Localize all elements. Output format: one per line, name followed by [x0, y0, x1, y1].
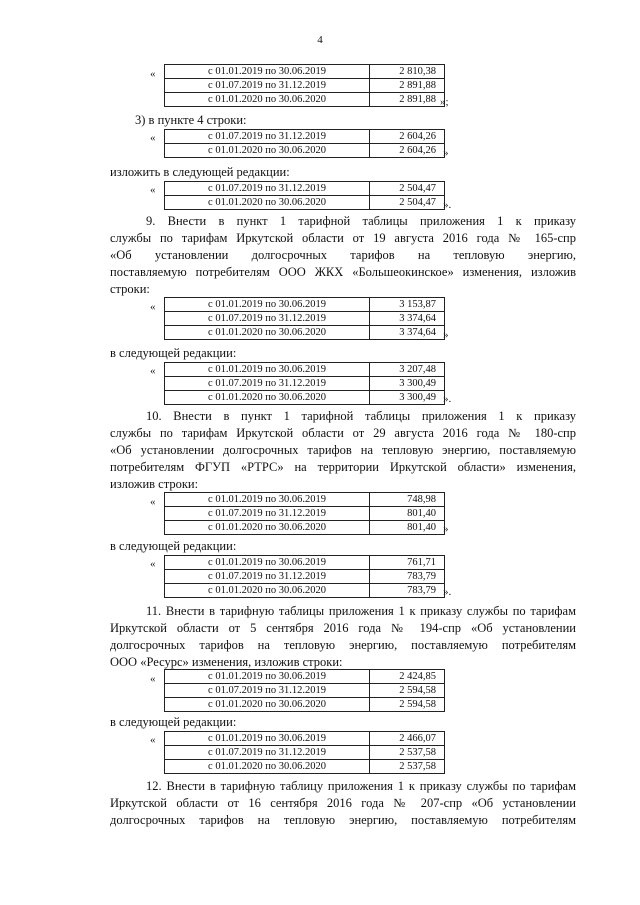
period-cell: с 01.01.2020 по 30.06.2020 [165, 144, 370, 158]
value-cell: 2 424,85 [370, 670, 445, 684]
value-cell: 2 594,58 [370, 698, 445, 712]
table-row [165, 698, 445, 712]
open-quote: « [150, 68, 156, 80]
period-cell: с 01.01.2020 по 30.06.2020 [165, 93, 370, 107]
table-row [165, 570, 445, 584]
table-row [165, 493, 445, 507]
paragraph-line: Иркутской области от 5 сентября 2016 года № 194-спр «Об установлении [110, 621, 576, 635]
table-row [165, 182, 445, 196]
paragraph-9 [110, 213, 576, 298]
value-cell: 3 374,64 [370, 326, 445, 340]
table-row [165, 746, 445, 760]
paragraph-line: поставляемую потребителям ООО ЖКХ «Большеокинское» изменения, изложив [110, 265, 576, 279]
period-cell: с 01.07.2019 по 31.12.2019 [165, 182, 370, 196]
period-cell: с 01.01.2019 по 30.06.2019 [165, 363, 370, 377]
restate-heading-4: в следующей редакции: [110, 715, 237, 729]
tariff-table-7 [164, 555, 445, 598]
tariff-table-3 [164, 181, 445, 210]
open-quote: « [150, 734, 156, 746]
value-cell: 3 300,49 [370, 377, 445, 391]
table-row [165, 144, 445, 158]
paragraph-line: ООО «Ресурс» изменения, изложив строки: [110, 655, 343, 669]
period-cell: с 01.01.2020 по 30.06.2020 [165, 521, 370, 535]
value-cell: 748,98 [370, 493, 445, 507]
close-quote: » [443, 523, 449, 535]
paragraph-line: службы по тарифам Иркутской области от 19 августа 2016 года № 165-спр [110, 231, 576, 245]
period-cell: с 01.07.2019 по 31.12.2019 [165, 570, 370, 584]
close-quote: » [443, 147, 449, 159]
value-cell: 2 537,58 [370, 760, 445, 774]
paragraph-line: изложив строки: [110, 477, 199, 491]
table-row [165, 584, 445, 598]
value-cell: 2 891,88 [370, 93, 445, 107]
value-cell: 3 207,48 [370, 363, 445, 377]
paragraph-line: 10. Внести в пункт 1 тарифной таблицы приложения 1 к приказу [146, 409, 576, 423]
paragraph-line: 9. Внести в пункт 1 тарифной таблицы приложения 1 к приказу [146, 214, 576, 228]
period-cell: с 01.01.2019 по 30.06.2019 [165, 732, 370, 746]
paragraph-line: 12. Внести в тарифную таблицу приложения 1 к приказу службы по тарифам [146, 779, 576, 793]
table-row [165, 377, 445, 391]
subpoint-3: 3) в пункте 4 строки: [135, 113, 247, 127]
value-cell: 783,79 [370, 584, 445, 598]
value-cell: 2 466,07 [370, 732, 445, 746]
value-cell: 3 374,64 [370, 312, 445, 326]
table-row [165, 732, 445, 746]
paragraph-line: 11. Внести в тарифную таблицы приложения 1 к приказу службы по тарифам [146, 604, 576, 618]
value-cell: 801,40 [370, 507, 445, 521]
period-cell: с 01.01.2019 по 30.06.2019 [165, 65, 370, 79]
table-row [165, 93, 445, 107]
period-cell: с 01.07.2019 по 31.12.2019 [165, 130, 370, 144]
value-cell: 2 537,58 [370, 746, 445, 760]
paragraph-line: потребителям ФГУП «РТРС» на территории Иркутской области» изменения, [110, 460, 576, 474]
page-number: 4 [317, 34, 323, 46]
value-cell: 801,40 [370, 521, 445, 535]
table-row [165, 670, 445, 684]
value-cell: 2 594,58 [370, 684, 445, 698]
period-cell: с 01.01.2020 по 30.06.2020 [165, 698, 370, 712]
tariff-table-2 [164, 129, 445, 158]
paragraph-line: долгосрочных тарифов на тепловую энергию, поставляемую потребителям [110, 813, 576, 827]
period-cell: с 01.07.2019 по 31.12.2019 [165, 312, 370, 326]
close-quote: ». [443, 199, 452, 211]
paragraph-11 [110, 603, 576, 671]
paragraph-12 [110, 778, 576, 829]
open-quote: « [150, 673, 156, 685]
restate-heading-1: изложить в следующей редакции: [110, 165, 290, 179]
period-cell: с 01.07.2019 по 31.12.2019 [165, 79, 370, 93]
open-quote: « [150, 558, 156, 570]
value-cell: 2 604,26 [370, 130, 445, 144]
period-cell: с 01.01.2020 по 30.06.2020 [165, 760, 370, 774]
paragraph-line: «Об установлении долгосрочных тарифов на тепловую энергию, [110, 248, 576, 262]
period-cell: с 01.01.2019 по 30.06.2019 [165, 298, 370, 312]
table-row [165, 363, 445, 377]
period-cell: с 01.01.2020 по 30.06.2020 [165, 326, 370, 340]
value-cell: 2 604,26 [370, 144, 445, 158]
tariff-table-6 [164, 492, 445, 535]
value-cell: 2 810,38 [370, 65, 445, 79]
period-cell: с 01.07.2019 по 31.12.2019 [165, 684, 370, 698]
value-cell: 2 504,47 [370, 182, 445, 196]
restate-heading-2: в следующей редакции: [110, 346, 237, 360]
table-row [165, 684, 445, 698]
table-row [165, 298, 445, 312]
value-cell: 3 153,87 [370, 298, 445, 312]
table-row [165, 312, 445, 326]
paragraph-line: долгосрочных тарифов на тепловую энергию, поставляемую потребителям [110, 638, 576, 652]
paragraph-line: строки: [110, 282, 150, 296]
paragraph-10 [110, 408, 576, 493]
open-quote: « [150, 132, 156, 144]
value-cell: 783,79 [370, 570, 445, 584]
period-cell: с 01.01.2019 по 30.06.2019 [165, 556, 370, 570]
value-cell: 2 891,88 [370, 79, 445, 93]
table-row [165, 556, 445, 570]
period-cell: с 01.01.2019 по 30.06.2019 [165, 493, 370, 507]
open-quote: « [150, 184, 156, 196]
tariff-table-5 [164, 362, 445, 405]
restate-heading-3: в следующей редакции: [110, 539, 237, 553]
paragraph-line: Иркутской области от 16 сентября 2016 года № 207-спр «Об установлении [110, 796, 576, 810]
close-quote: ». [443, 586, 452, 598]
period-cell: с 01.07.2019 по 31.12.2019 [165, 746, 370, 760]
open-quote: « [150, 496, 156, 508]
period-cell: с 01.07.2019 по 31.12.2019 [165, 377, 370, 391]
table-row [165, 521, 445, 535]
tariff-table-1 [164, 64, 445, 107]
paragraph-line: «Об установлении долгосрочных тарифов на тепловую энергию, поставляемую [110, 443, 576, 457]
open-quote: « [150, 301, 156, 313]
close-quote: ». [443, 393, 452, 405]
table-row [165, 507, 445, 521]
period-cell: с 01.01.2020 по 30.06.2020 [165, 584, 370, 598]
period-cell: с 01.07.2019 по 31.12.2019 [165, 507, 370, 521]
value-cell: 2 504,47 [370, 196, 445, 210]
paragraph-line: службы по тарифам Иркутской области от 29 августа 2016 года № 180-спр [110, 426, 576, 440]
close-quote: »; [440, 96, 449, 108]
table-row [165, 760, 445, 774]
table-row [165, 79, 445, 93]
open-quote: « [150, 365, 156, 377]
tariff-table-9 [164, 731, 445, 774]
value-cell: 761,71 [370, 556, 445, 570]
period-cell: с 01.01.2020 по 30.06.2020 [165, 391, 370, 405]
table-row [165, 326, 445, 340]
close-quote: » [443, 329, 449, 341]
tariff-table-4 [164, 297, 445, 340]
value-cell: 3 300,49 [370, 391, 445, 405]
table-row [165, 196, 445, 210]
period-cell: с 01.01.2019 по 30.06.2019 [165, 670, 370, 684]
table-row [165, 65, 445, 79]
tariff-table-8 [164, 669, 445, 712]
table-row [165, 391, 445, 405]
table-row [165, 130, 445, 144]
period-cell: с 01.01.2020 по 30.06.2020 [165, 196, 370, 210]
